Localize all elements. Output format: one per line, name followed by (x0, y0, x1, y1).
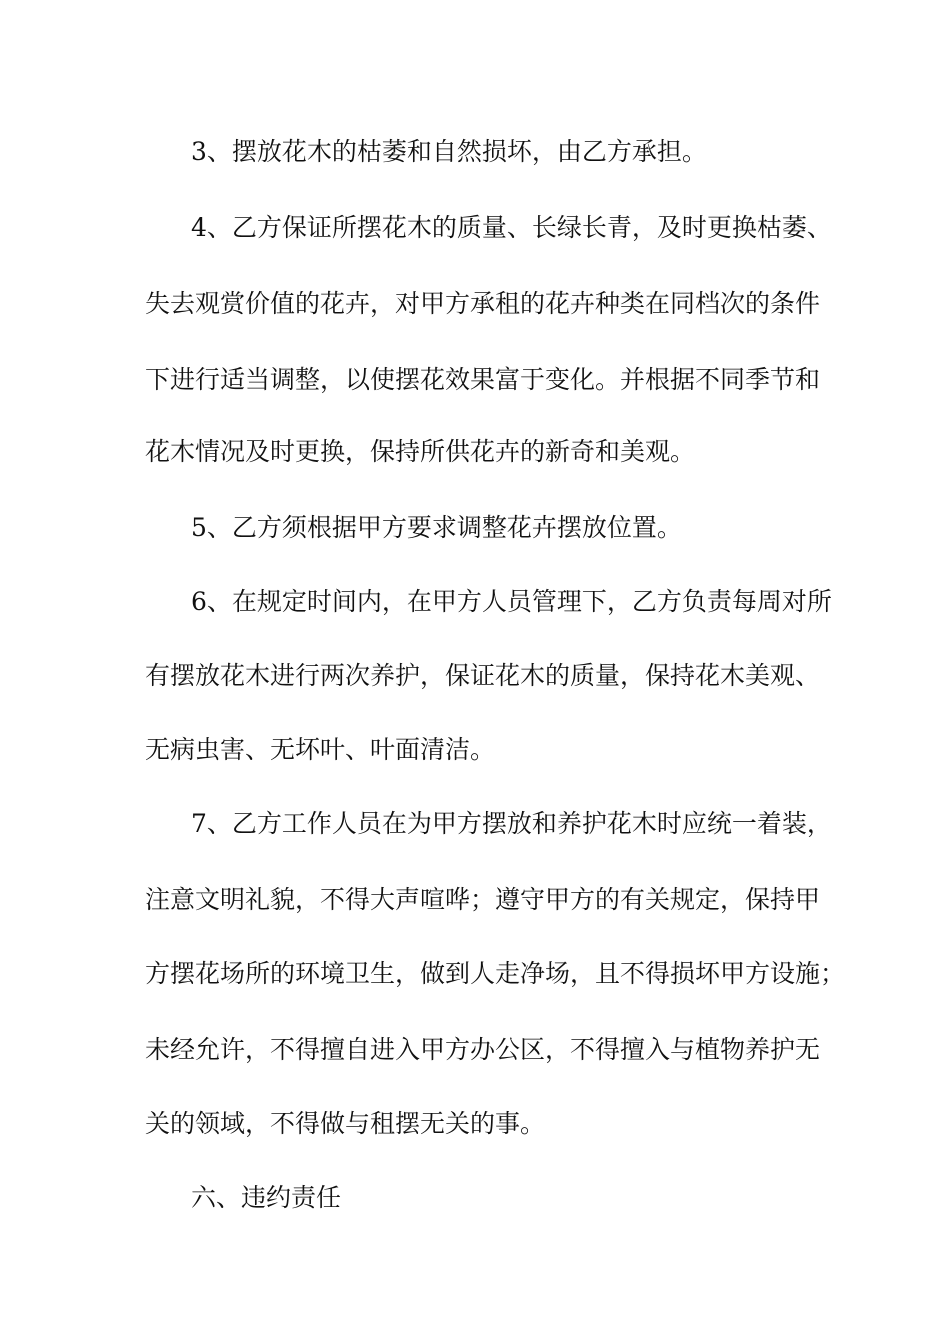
section-heading-breach-liability: 六、违约责任 (191, 1183, 342, 1212)
paragraph-7-line-5: 关的领域，不得做与租摆无关的事。 (145, 1109, 546, 1138)
paragraph-7-line-1: 7、乙方工作人员在为甲方摆放和养护花木时应统一着装， (191, 809, 832, 838)
paragraph-6-line-2: 有摆放花木进行两次养护，保证花木的质量，保持花木美观、 (145, 661, 821, 690)
paragraph-7-line-4: 未经允许，不得擅自进入甲方办公区，不得擅入与植物养护无 (145, 1035, 821, 1064)
paragraph-6-line-3: 无病虫害、无坏叶、叶面清洁。 (145, 735, 496, 764)
paragraph-4-line-1: 4、乙方保证所摆花木的质量、长绿长青，及时更换枯萎、 (191, 213, 832, 242)
paragraph-5-line-1: 5、乙方须根据甲方要求调整花卉摆放位置。 (191, 513, 682, 542)
paragraph-4-line-4: 花木情况及时更换，保持所供花卉的新奇和美观。 (145, 437, 696, 466)
paragraph-3-line-1: 3、摆放花木的枯萎和自然损坏，由乙方承担。 (191, 137, 707, 166)
paragraph-6-line-1: 6、在规定时间内，在甲方人员管理下，乙方负责每周对所 (191, 587, 832, 616)
paragraph-7-line-2: 注意文明礼貌，不得大声喧哗；遵守甲方的有关规定，保持甲 (145, 885, 821, 914)
paragraph-4-line-2: 失去观赏价值的花卉，对甲方承租的花卉种类在同档次的条件 (145, 289, 821, 318)
paragraph-4-line-3: 下进行适当调整，以使摆花效果富于变化。并根据不同季节和 (145, 365, 821, 394)
paragraph-7-line-3: 方摆花场所的环境卫生，做到人走净场，且不得损坏甲方设施； (145, 959, 846, 988)
